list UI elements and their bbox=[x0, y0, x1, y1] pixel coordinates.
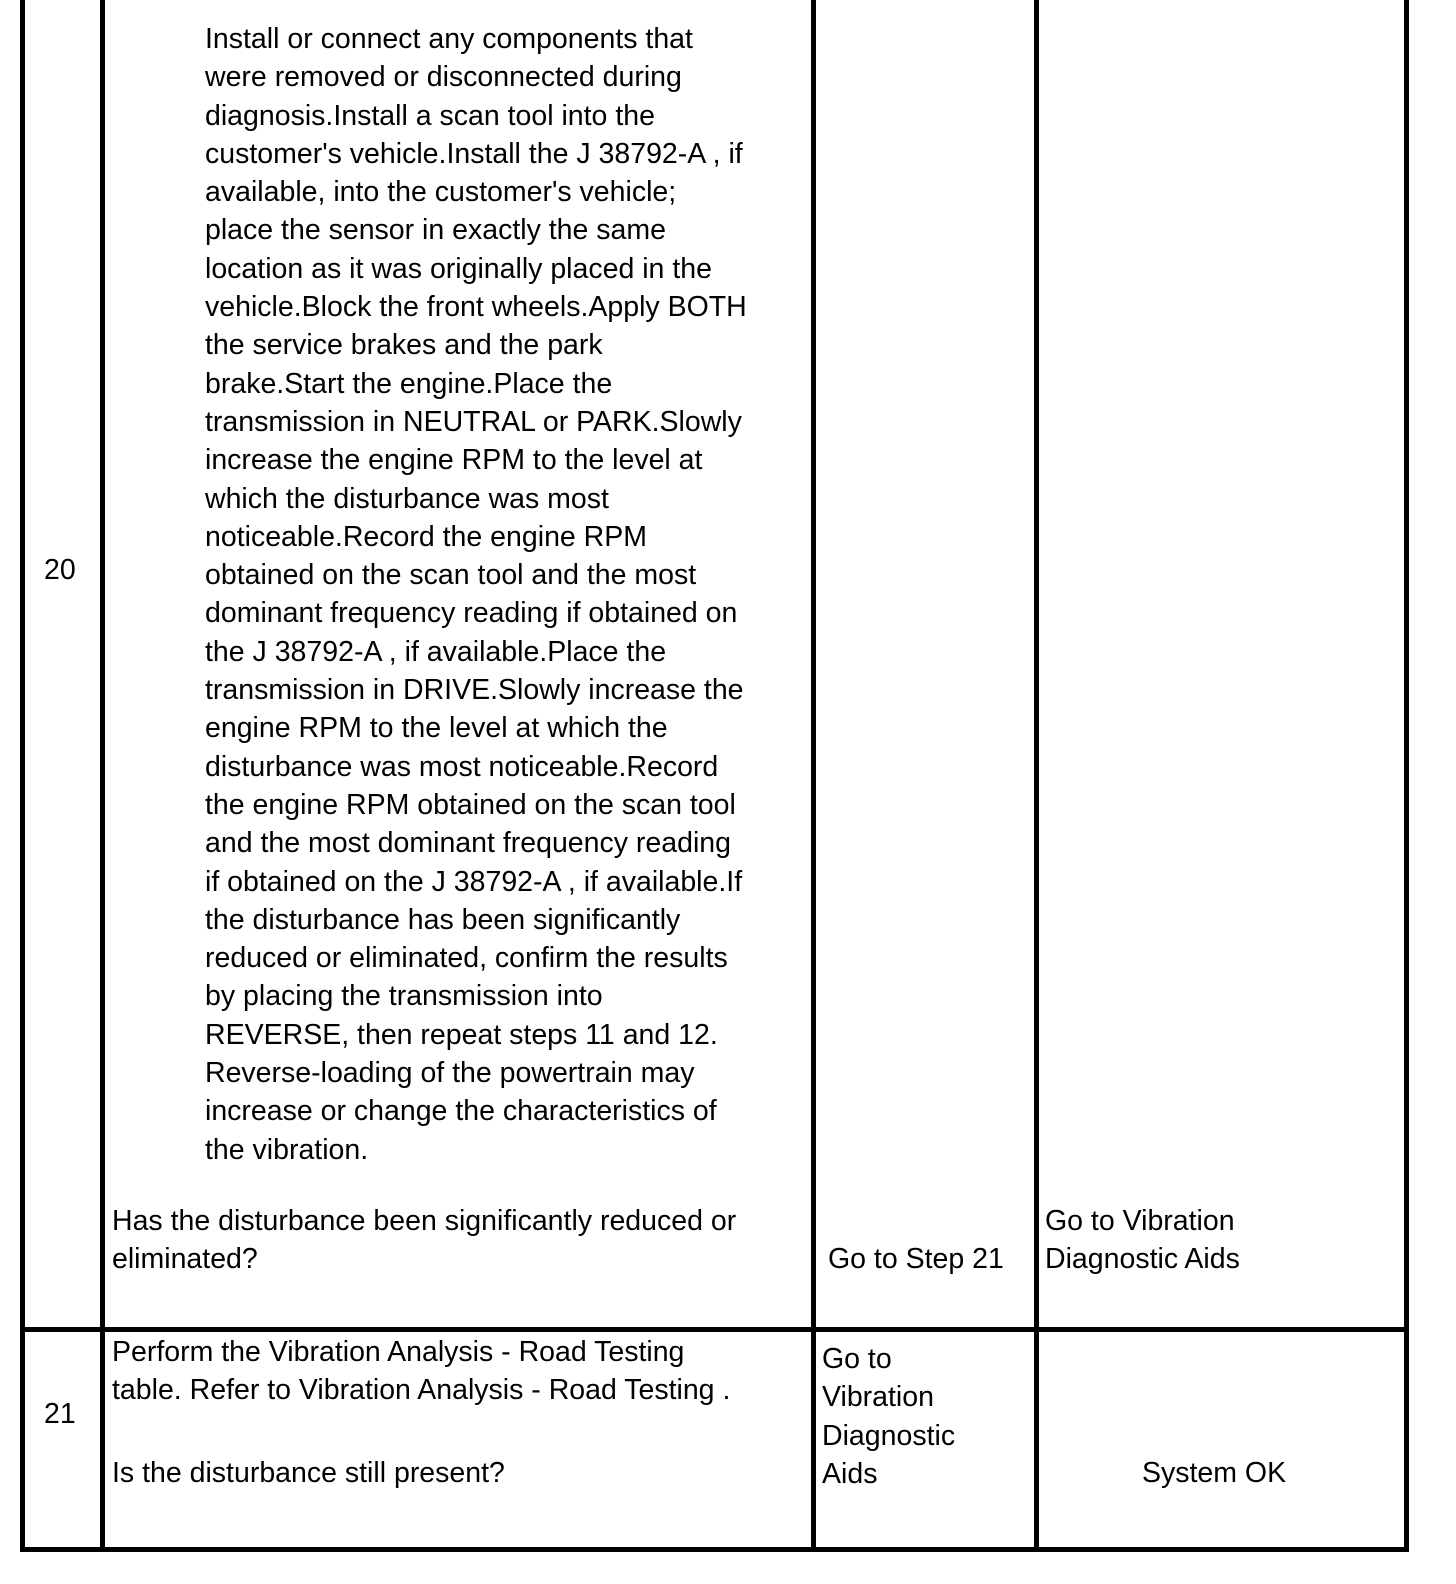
instruction-line: the disturbance has been significantly bbox=[205, 903, 681, 936]
instruction-line: brake.Start the engine.Place the bbox=[205, 367, 613, 400]
yes-result-link[interactable]: Go to Step 21 bbox=[828, 1243, 1004, 1275]
instruction-line: Perform the Vibration Analysis - Road Testing bbox=[112, 1336, 685, 1368]
instruction-line: the service brakes and the park bbox=[205, 329, 603, 362]
instruction-line: by placing the transmission into bbox=[205, 980, 603, 1013]
instruction-line: the J 38792-A , if available.Place the bbox=[205, 635, 667, 668]
yes-result-line: Aids bbox=[822, 1457, 878, 1490]
instruction-line: which the disturbance was most bbox=[205, 482, 609, 515]
no-result-text: System OK bbox=[1142, 1457, 1287, 1489]
yes-result-line: Go to bbox=[822, 1343, 892, 1375]
instruction-line: location as it was originally placed in the bbox=[205, 252, 712, 285]
instruction-line: obtained on the scan tool and the most bbox=[205, 559, 697, 592]
instruction-line: transmission in DRIVE.Slowly increase the bbox=[205, 674, 744, 707]
yes-result-link[interactable] bbox=[822, 1340, 1028, 1493]
instruction-line: noticeable.Record the engine RPM bbox=[205, 520, 648, 553]
instruction-line: Reverse-loading of the powertrain may bbox=[205, 1057, 695, 1090]
instruction-line: increase or change the characteristics of bbox=[205, 1095, 717, 1128]
instruction-line: the vibration. bbox=[205, 1133, 369, 1166]
instruction-line: Install or connect any components that bbox=[205, 23, 693, 55]
instruction-line: engine RPM to the level at which the bbox=[205, 712, 668, 745]
instruction-line: diagnosis.Install a scan tool into the bbox=[205, 99, 655, 132]
instruction-line: and the most dominant frequency reading bbox=[205, 827, 731, 860]
instruction-line: increase the engine RPM to the level at bbox=[205, 444, 703, 477]
instruction-line: table. Refer to Vibration Analysis - Road Testing . bbox=[112, 1374, 731, 1407]
no-result-line: Diagnostic Aids bbox=[1045, 1243, 1240, 1276]
question-line: eliminated? bbox=[112, 1243, 258, 1276]
step-number: 21 bbox=[44, 1398, 76, 1430]
instruction-line: place the sensor in exactly the same bbox=[205, 214, 666, 247]
instruction-line: were removed or disconnected during bbox=[205, 61, 682, 94]
instruction-line: dominant frequency reading if obtained on bbox=[205, 597, 738, 630]
instruction-line: transmission in NEUTRAL or PARK.Slowly bbox=[205, 405, 742, 438]
instruction-line: available, into the customer's vehicle; bbox=[205, 176, 677, 209]
step-question bbox=[112, 1454, 807, 1492]
instruction-line: REVERSE, then repeat steps 11 and 12. bbox=[205, 1018, 718, 1051]
yes-result-line: Vibration bbox=[822, 1381, 934, 1414]
step-action-instructions bbox=[112, 1333, 807, 1410]
step-question bbox=[112, 1202, 807, 1279]
column-divider-action bbox=[811, 0, 816, 1552]
instruction-line: reduced or eliminated, confirm the results bbox=[205, 942, 728, 975]
instruction-line: vehicle.Block the front wheels.Apply BOTH bbox=[205, 291, 747, 324]
table-border-bottom bbox=[20, 1547, 1409, 1552]
question-line: Is the disturbance still present? bbox=[112, 1457, 505, 1489]
question-line: Has the disturbance been significantly reduced or bbox=[112, 1205, 737, 1237]
table-border-right bbox=[1404, 0, 1409, 1552]
column-divider-step bbox=[100, 0, 105, 1552]
instruction-line: the engine RPM obtained on the scan tool bbox=[205, 788, 736, 821]
no-result-link[interactable] bbox=[1045, 1202, 1400, 1279]
table-border-left bbox=[20, 0, 25, 1552]
column-divider-yes bbox=[1034, 0, 1039, 1552]
yes-result-line: Diagnostic bbox=[822, 1419, 956, 1452]
step-number: 20 bbox=[44, 554, 76, 586]
step-action-instructions bbox=[205, 20, 807, 1169]
instruction-line: if obtained on the J 38792-A , if available.If bbox=[205, 865, 743, 898]
row-divider bbox=[20, 1327, 1409, 1332]
instruction-line: disturbance was most noticeable.Record bbox=[205, 750, 719, 783]
instruction-line: customer's vehicle.Install the J 38792-A , if bbox=[205, 137, 743, 170]
no-result-line: Go to Vibration bbox=[1045, 1205, 1235, 1237]
